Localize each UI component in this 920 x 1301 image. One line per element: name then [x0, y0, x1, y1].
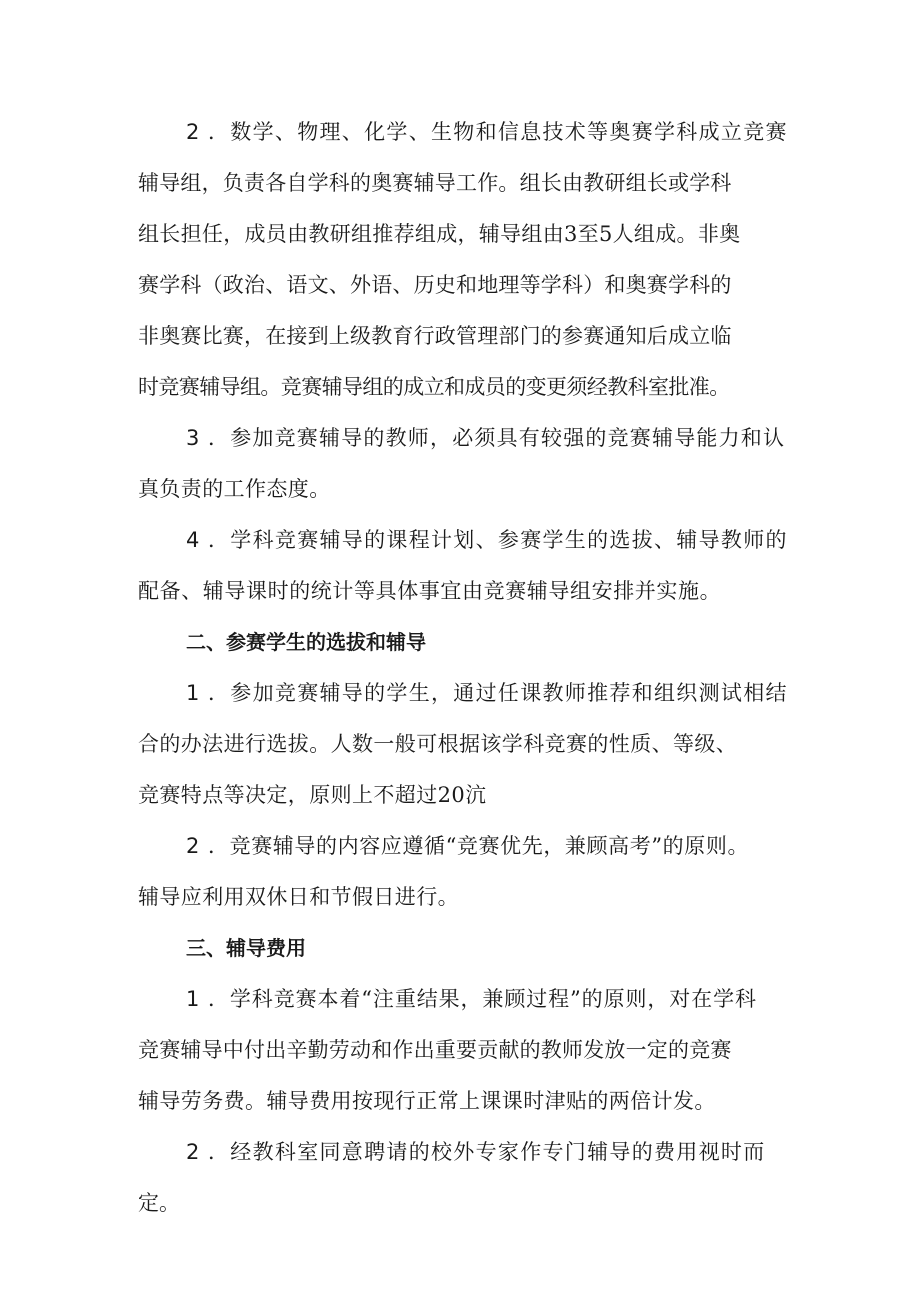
paragraph-text: ．竞赛辅导的内容应遵循“竞赛优先，兼顾高考”的原则。: [208, 834, 750, 858]
item-number: 2: [186, 120, 200, 144]
paragraph-text: 组长担任，成员由教研组推荐组成，辅导组由3至5人组成。非奥: [138, 222, 741, 246]
paragraph-text: 辅导应利用双休日和节假日进行。: [138, 885, 459, 909]
item-number: 3: [186, 426, 200, 450]
paragraph-line: [0, 1081, 920, 1121]
item-number: 1: [186, 681, 200, 705]
paragraph-line: [0, 1030, 920, 1070]
paragraph-line: [0, 877, 920, 917]
item-number: 2: [186, 1140, 200, 1164]
paragraph-text: 合的办法进行选拔。人数一般可根据该学科竞赛的性质、等级、: [138, 732, 738, 756]
paragraph-line: [0, 265, 920, 305]
paragraph-text: ．学科竞赛本着“注重结果，兼顾过程”的原则，对在学科: [208, 987, 757, 1011]
paragraph-text: ．参加竞赛辅导的教师，必须具有较强的竞赛辅导能力和认: [208, 426, 786, 450]
paragraph-text: 辅导组，负责各自学科的奥赛辅导工作。组长由教研组长或学科: [138, 171, 732, 195]
paragraph-line: [0, 1132, 920, 1172]
paragraph-text: ．参加竞赛辅导的学生，通过任课教师推荐和组织测试相结: [208, 681, 788, 705]
paragraph-line: [0, 163, 920, 203]
paragraph-line: [0, 520, 920, 560]
paragraph-line: [0, 571, 920, 611]
paragraph-text: ．学科竞赛辅导的课程计划、参赛学生的选拔、辅导教师的: [208, 528, 788, 552]
paragraph-line: [0, 367, 920, 407]
paragraph-text: 辅导劳务费。辅导费用按现行正常上课课时津贴的两倍计发。: [138, 1089, 716, 1113]
item-number: 2: [186, 834, 200, 858]
paragraph-line: [0, 316, 920, 356]
item-number: 4: [186, 528, 200, 552]
paragraph-line: [0, 775, 920, 815]
paragraph-line: [0, 112, 920, 152]
paragraph-line: [0, 214, 920, 254]
paragraph-text: 时竞赛辅导组。竞赛辅导组的成立和成员的变更须经教科室批准。: [138, 375, 730, 399]
paragraph-text: ．经教科室同意聘请的校外专家作专门辅导的费用视时而: [208, 1140, 766, 1164]
paragraph-line: [0, 418, 920, 458]
paragraph-line: [0, 1183, 920, 1223]
paragraph-line: [0, 724, 920, 764]
paragraph-line: [0, 979, 920, 1019]
paragraph-text: 配备、辅导课时的统计等具体事宜由竞赛辅导组安排并实施。: [138, 579, 722, 603]
paragraph-text: ．数学、物理、化学、生物和信息技术等奥赛学科成立竞赛: [208, 120, 788, 144]
paragraph-text: 真负责的工作态度。: [138, 477, 331, 501]
paragraph-text: 竞赛特点等决定，原则上不超过20沆: [138, 783, 487, 807]
item-number: 1: [186, 987, 200, 1011]
paragraph-line: [0, 673, 920, 713]
section-heading: 三、辅导费用: [186, 936, 306, 960]
paragraph-text: 非奥赛比赛，在接到上级教育行政管理部门的参赛通知后成立临: [138, 324, 732, 348]
paragraph-line: [0, 469, 920, 509]
paragraph-text: 竞赛辅导中付出辛勤劳动和作出重要贡献的教师发放一定的竞赛: [138, 1038, 732, 1062]
paragraph-line: [0, 826, 920, 866]
section-heading: 二、参赛学生的选拔和辅导: [186, 630, 426, 654]
paragraph-text: 赛学科（政治、语文、外语、历史和地理等学科）和奥赛学科的: [138, 273, 732, 297]
paragraph-text: 定。: [138, 1191, 180, 1215]
